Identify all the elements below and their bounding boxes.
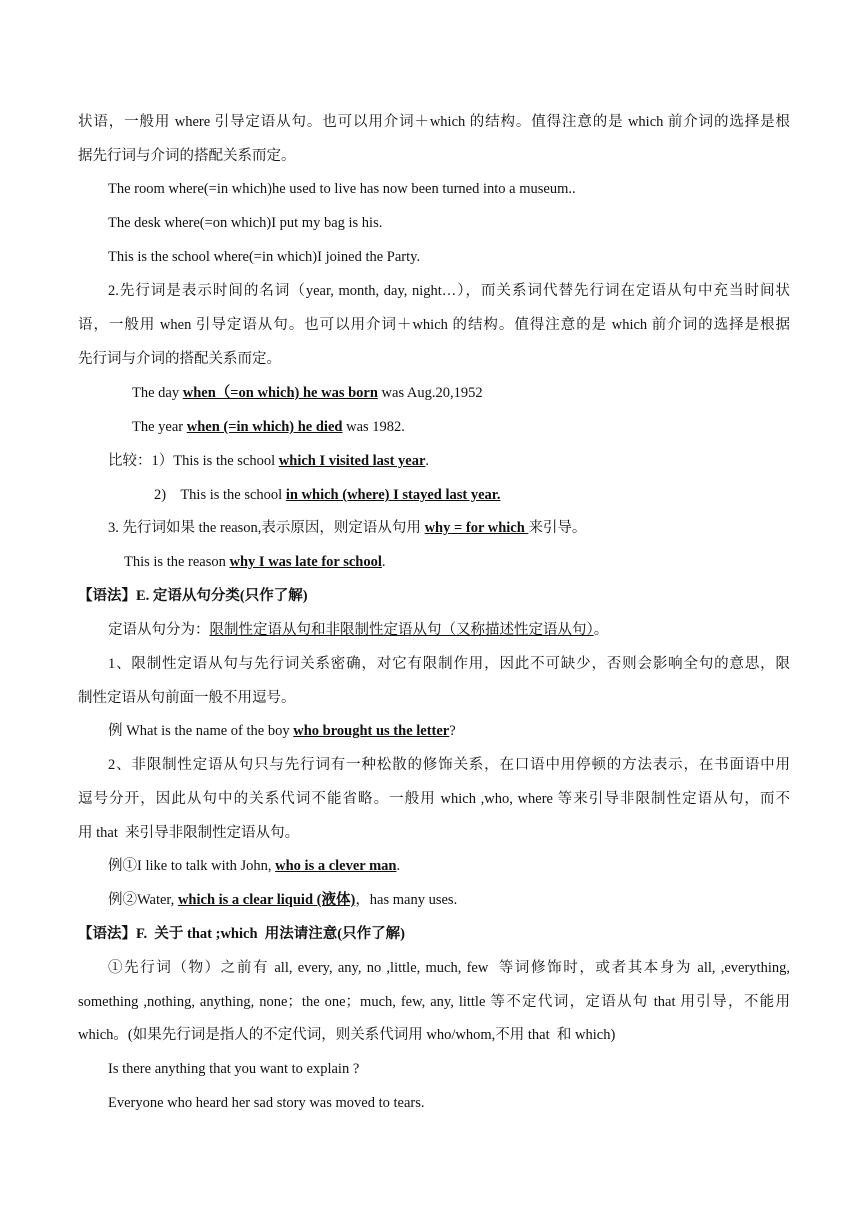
text-run: 2、非限制性定语从句只与先行词有一种松散的修饰关系，在口语中用停顿的方法表示，在书面语中用	[108, 757, 790, 773]
text-run: 例 What is the name of the boy	[108, 723, 294, 739]
text-run: ?	[449, 723, 456, 739]
text-run: something ,nothing, anything, none；the one；much, few, any, little 等不定代词，定语从句 that 用引导，不能用	[78, 994, 790, 1010]
text-run: 先行词与介词的搭配关系而定。	[78, 351, 281, 367]
text-run: 比较：1）This is the school	[108, 453, 279, 469]
example-sentence	[108, 720, 790, 742]
text-run: .	[425, 453, 430, 469]
text-run: The year	[132, 419, 187, 435]
text-run: 3. 先行词如果 the reason,表示原因，则定语从句用	[108, 520, 425, 536]
text-run: .	[381, 554, 386, 570]
highlighted-clause: when (=in which) he died	[186, 419, 343, 435]
heading-title: E. 定语从句分类(只作了解)	[136, 588, 308, 604]
comparison-line	[108, 450, 790, 472]
text-run: 来引导。	[528, 520, 587, 536]
text-run: 状语，一般用 where 引导定语从句。也可以用介词＋which 的结构。值得注意的是 which 前介词的选择是根	[78, 114, 790, 130]
text-line	[108, 957, 790, 979]
example-sentence	[108, 1092, 790, 1114]
text-line	[78, 145, 790, 167]
text-run: The day	[132, 385, 183, 401]
highlighted-clause: why I was late for school	[229, 554, 382, 570]
text-run: 定语从句分为：	[108, 622, 210, 638]
example-sentence	[108, 212, 790, 234]
text-run: Is there anything that you want to explain ?	[108, 1061, 360, 1077]
text-line	[78, 348, 790, 370]
text-line	[78, 822, 790, 844]
highlighted-clause: which I visited last year	[278, 453, 426, 469]
text-run: 语，一般用 when 引导定语从句。也可以用介词＋which 的结构。值得注意的是 which 前介词的选择是根据	[78, 317, 790, 333]
text-run: .	[396, 858, 401, 874]
example-sentence	[108, 855, 790, 877]
highlighted-clause: which is a clear liquid (液体)	[177, 892, 356, 908]
text-run: This is the school where(=in which)I joined the Party.	[108, 249, 421, 265]
heading-tag: 【语法】	[78, 926, 136, 942]
text-run: was Aug.20,1952	[377, 385, 483, 401]
text-run: 例②Water,	[108, 892, 178, 908]
highlighted-clause: when（=on which) he was born	[182, 385, 378, 401]
comparison-line	[154, 484, 790, 506]
text-line	[108, 653, 790, 675]
example-sentence	[108, 246, 790, 268]
example-sentence	[132, 382, 790, 404]
text-line	[78, 991, 790, 1013]
section-heading	[78, 585, 790, 607]
text-line	[78, 111, 790, 133]
text-run: was 1982.	[342, 419, 405, 435]
example-sentence	[132, 416, 790, 438]
text-run: 1、限制性定语从句与先行词关系密确，对它有限制作用，因此不可缺少，否则会影响全句的意思，限	[108, 656, 790, 672]
text-run: 例①I like to talk with John,	[108, 858, 276, 874]
text-run: The desk where(=on which)I put my bag is his.	[108, 215, 383, 231]
example-sentence	[108, 178, 790, 200]
text-line	[78, 788, 790, 810]
text-run: 2.先行词是表示时间的名词（year, month, day, night…），而关系词代替先行词在定语从句中充当时间状	[108, 283, 790, 299]
text-line	[108, 754, 790, 776]
example-sentence	[108, 889, 790, 911]
text-line	[108, 619, 790, 641]
text-line	[108, 517, 790, 539]
text-line	[78, 314, 790, 336]
text-run: 逗号分开，因此从句中的关系代词不能省略。一般用 which ,who, where 等来引导非限制性定语从句，而不	[78, 791, 790, 807]
text-run: which。(如果先行词是指人的不定代词，则关系代词用 who/whom,不用 that 和 which)	[78, 1027, 616, 1043]
section-heading	[78, 923, 790, 945]
highlighted-clause: in which (where) I stayed last year.	[285, 487, 501, 503]
heading-title: F. 关于 that ;which 用法请注意(只作了解)	[136, 926, 405, 942]
text-run: This is the reason	[124, 554, 230, 570]
text-run: ，has many uses.	[355, 892, 458, 908]
text-line	[108, 280, 790, 302]
underlined-text: 限制性定语从句和非限制性定语从句（又称描述性定语从句）	[209, 622, 594, 638]
highlighted-clause: who brought us the letter	[293, 723, 450, 739]
example-sentence	[108, 1058, 790, 1080]
text-line	[78, 1024, 790, 1046]
highlighted-clause: why = for which	[424, 520, 529, 536]
text-run: The room where(=in which)he used to live has now been turned into a museum..	[108, 181, 576, 197]
text-run: Everyone who heard her sad story was moved to tears.	[108, 1095, 425, 1111]
highlighted-clause: who is a clever man	[275, 858, 397, 874]
text-run: 据先行词与介词的搭配关系而定。	[78, 148, 296, 164]
text-run: 用 that 来引导非限制性定语从句。	[78, 825, 300, 841]
text-run: ①先行词（物）之前有 all, every, any, no ,little, much, few 等词修饰时，或者其本身为 all, ,everything,	[108, 960, 790, 976]
text-run: 制性定语从句前面一般不用逗号。	[78, 690, 296, 706]
heading-tag: 【语法】	[78, 588, 136, 604]
text-run: 2) This is the school	[154, 487, 286, 503]
example-sentence	[124, 551, 790, 573]
text-run: 。	[593, 622, 609, 638]
text-line	[78, 687, 790, 709]
